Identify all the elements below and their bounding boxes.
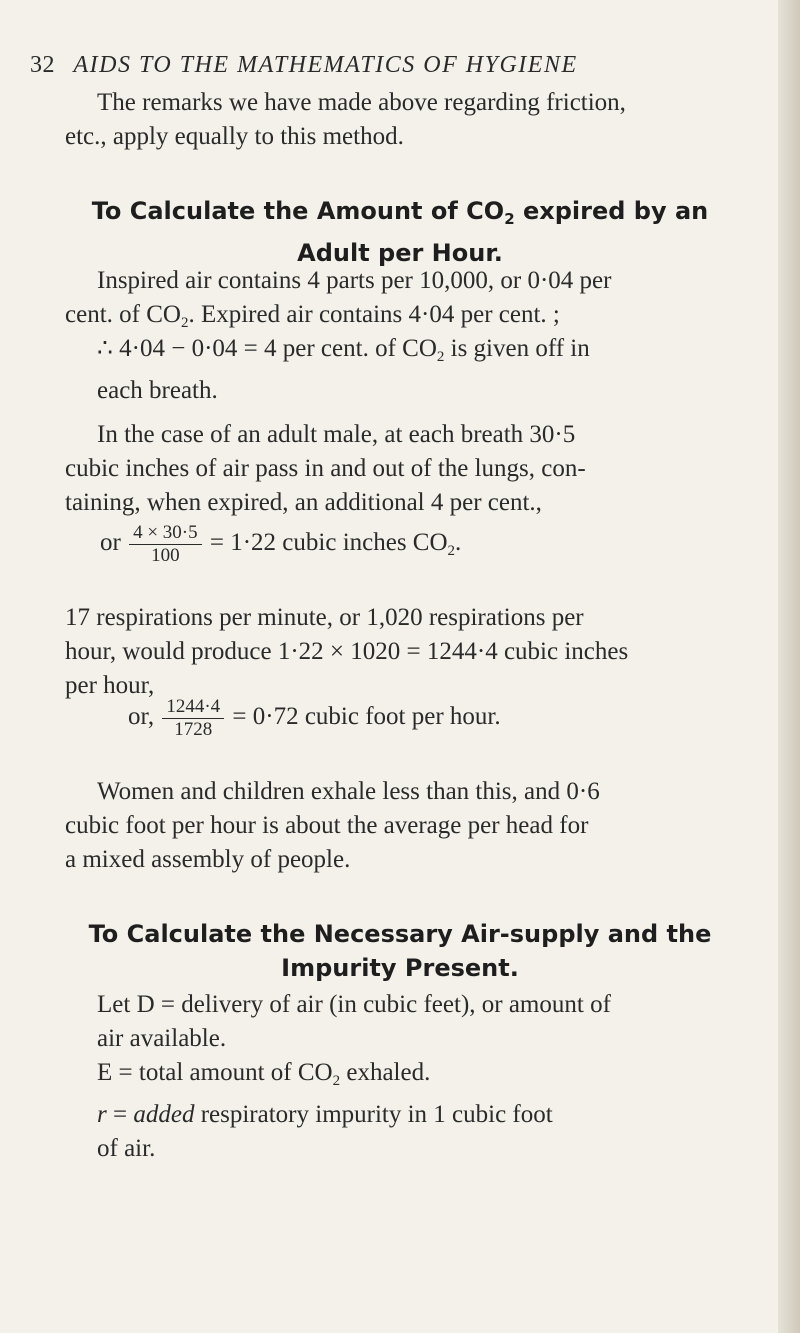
definition-d bbox=[65, 988, 725, 1022]
eq-rhs: . bbox=[455, 529, 462, 557]
heading-line bbox=[0, 194, 800, 236]
text-line: taining, when expired, an additional 4 per cent., bbox=[65, 489, 542, 516]
text-line: 17 respirations per minute, or 1,020 respirations per bbox=[65, 604, 584, 631]
text-line: etc., apply equally to this method. bbox=[65, 123, 404, 150]
definition-e bbox=[97, 1056, 727, 1098]
eq-rhs: = 0·72 cubic foot per hour. bbox=[232, 703, 501, 731]
paragraph-remarks bbox=[65, 86, 725, 154]
text-line: air available. bbox=[97, 1025, 227, 1052]
eq-prefix: or bbox=[100, 529, 121, 557]
heading-line: Adult per Hour. bbox=[297, 239, 503, 267]
text: exhaled. bbox=[340, 1059, 431, 1086]
text-line: a mixed assembly of people. bbox=[65, 846, 351, 873]
eq-prefix: or, bbox=[128, 703, 155, 731]
subscript: 2 bbox=[447, 543, 456, 560]
text-line: of air. bbox=[97, 1135, 156, 1162]
paragraph-inspired bbox=[65, 264, 725, 340]
text: ∴ 4·04 − 0·04 = 4 per cent. of CO bbox=[97, 335, 437, 362]
text-line: Inspired air contains 4 parts per 10,000, or 0·04 per bbox=[97, 267, 612, 294]
paragraph-respirations bbox=[65, 601, 725, 703]
text-line: In the case of an adult male, at each breath 30·5 bbox=[97, 421, 576, 448]
text: cent. of CO bbox=[65, 301, 181, 328]
heading-text: To Calculate the Amount of CO bbox=[91, 197, 505, 225]
paragraph-inspired-cont bbox=[97, 332, 727, 408]
heading-text: expired by an bbox=[514, 197, 709, 225]
text-line: cubic inches of air pass in and out of the lungs, con- bbox=[65, 455, 586, 482]
header-title: AIDS TO THE MATHEMATICS OF HYGIENE bbox=[73, 52, 578, 78]
text-line: per hour, bbox=[65, 672, 155, 699]
fraction bbox=[129, 522, 202, 567]
symbol-r: r bbox=[97, 1101, 107, 1128]
eq-rhs: = 1·22 cubic inches CO bbox=[209, 529, 448, 557]
section-heading-air-supply bbox=[0, 917, 800, 985]
text: is given off in bbox=[444, 335, 590, 362]
subscript: 2 bbox=[332, 1073, 341, 1089]
running-header bbox=[30, 52, 578, 79]
text: E = total amount of CO bbox=[97, 1059, 333, 1086]
section-heading-co2 bbox=[0, 194, 800, 270]
numerator: 4 × 30·5 bbox=[133, 522, 198, 543]
text-line: Let D = delivery of air (in cubic feet), or amount of bbox=[97, 991, 611, 1018]
heading-line: To Calculate the Necessary Air-supply and the bbox=[88, 920, 712, 948]
definition-r bbox=[97, 1098, 727, 1132]
paragraph-women bbox=[65, 775, 725, 877]
subscript: 2 bbox=[180, 315, 189, 331]
emphasis: added bbox=[133, 1101, 195, 1128]
heading-line: Impurity Present. bbox=[281, 954, 519, 982]
text: respiratory impurity in 1 cubic foot bbox=[194, 1101, 553, 1128]
text-line: each breath. bbox=[97, 377, 218, 404]
text: = bbox=[106, 1101, 134, 1128]
equation-cubic-foot bbox=[128, 696, 501, 741]
fraction bbox=[162, 696, 224, 741]
subscript: 2 bbox=[436, 349, 445, 365]
paragraph-adult bbox=[65, 418, 725, 520]
definition-d-cont bbox=[97, 1022, 727, 1166]
text-line: cubic foot per hour is about the average per head for bbox=[65, 812, 589, 839]
denominator: 1728 bbox=[162, 718, 224, 741]
text-line bbox=[97, 332, 727, 374]
denominator: 100 bbox=[129, 544, 202, 567]
page-number: 32 bbox=[30, 52, 55, 78]
subscript: 2 bbox=[504, 210, 515, 228]
text-line: hour, would produce 1·22 × 1020 = 1244·4 cubic inches bbox=[65, 638, 629, 665]
text-line: Women and children exhale less than this, and 0·6 bbox=[97, 778, 600, 805]
equation-co2-per-breath bbox=[100, 522, 461, 568]
text-line: The remarks we have made above regarding friction, bbox=[97, 89, 626, 116]
text: . Expired air contains 4·04 per cent. ; bbox=[188, 301, 560, 328]
numerator: 1244·4 bbox=[166, 696, 221, 717]
